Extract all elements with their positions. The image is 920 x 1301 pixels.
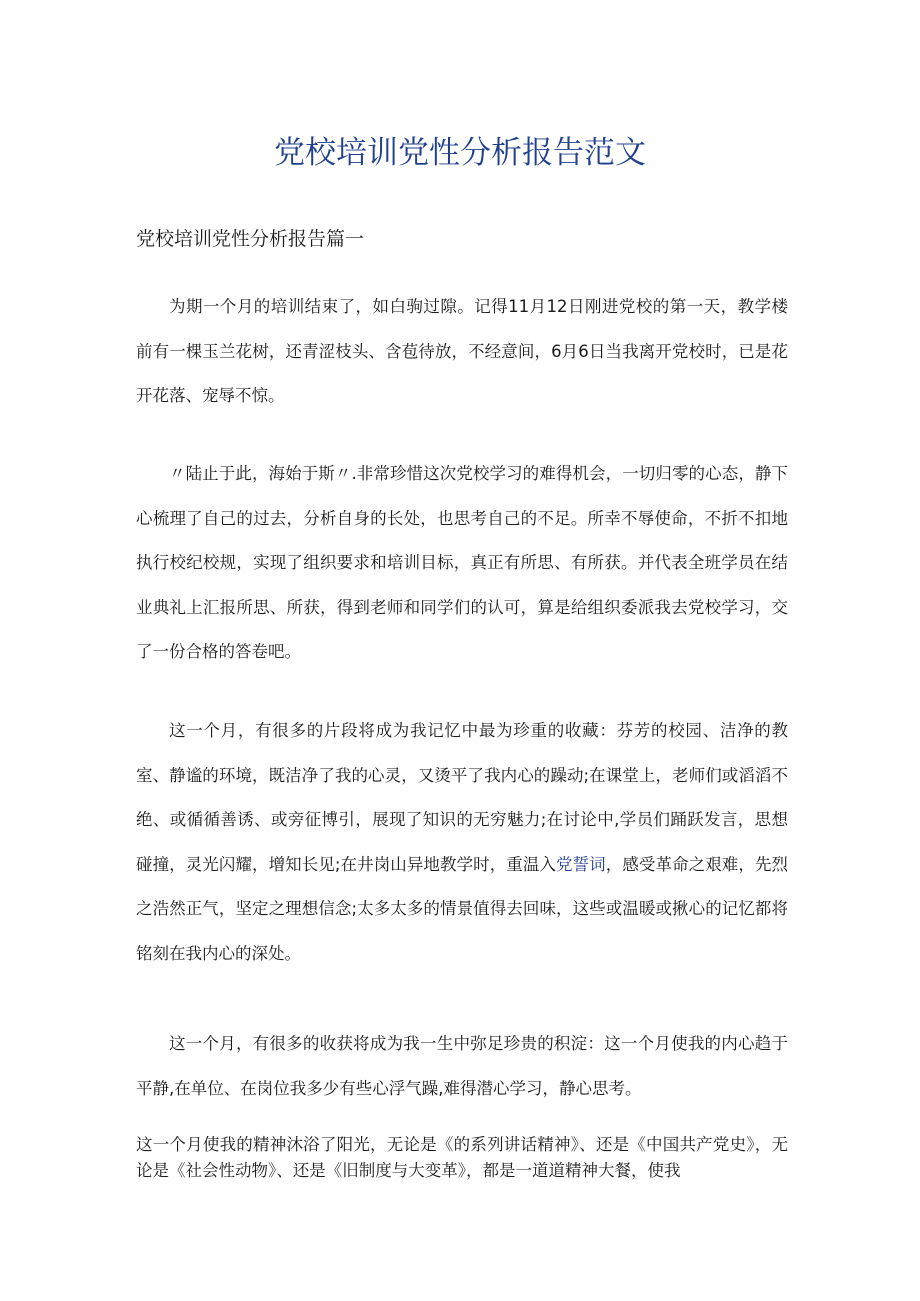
section-heading: 党校培训党性分析报告篇一: [136, 228, 365, 250]
paragraph-1: 为期一个月的培训结束了，如白驹过隙。记得11月12日刚进党校的第一天，教学楼前有一棵玉兰花树，还青涩枝头、含苞待放，不经意间，6月6日当我离开党校时，已是花开花落、宠辱不惊。: [136, 297, 788, 405]
paragraph-4: 这一个月，有很多的收获将成为我一生中弥足珍贵的积淀：这一个月使我的内心趋于平静,在单位、在岗位我多少有些心浮气躁,难得潜心学习，静心思考。: [136, 1034, 788, 1098]
paragraph-3: [136, 709, 788, 976]
paragraph-3-text-after: ，感受革命之艰难，先烈之浩然正气，坚定之理想信念;太多太多的情景值得去回味，这些或温暖或揪心的记忆都将铭刻在我内心的深处。: [136, 854, 789, 963]
page-title: 党校培训党性分析报告范文: [274, 135, 646, 171]
paragraph-2: 〃陆止于此，海始于斯〃.非常珍惜这次党校学习的难得机会，一切归零的心态，静下心梳理了自己的过去，分析自身的长处，也思考自己的不足。所幸不辱使命，不折不扣地执行校纪校规，实现了组织要求和培训目标，真正有所思、有所获。并代表全班学员在结业典礼上汇报所思、所获，得到老师和同学们的认可，算是给组织委派我去党校学习，交了一份合格的答卷吧。: [136, 464, 788, 661]
paragraph-5: 这一个月使我的精神沐浴了阳光，无论是《的系列讲话精神》、还是《中国共产党史》，无论是《社会性动物》、还是《旧制度与大变革》，都是一道道精神大餐，使我: [136, 1135, 788, 1180]
party-oath-link[interactable]: 党誓词: [556, 854, 606, 874]
paragraph-3-text-before: 这一个月，有很多的片段将成为我记忆中最为珍重的收藏：芬芳的校园、洁净的教室、静谧的环境，既洁净了我的心灵，又烫平了我内心的躁动;在课堂上，老师们或滔滔不绝、或循循善诱、或旁征博引，展现了知识的无穷魅力;在讨论中,学员们踊跃发言，思想碰撞，灵光闪耀，增知长见;在井岗山异地教学时，重温入: [136, 721, 788, 874]
